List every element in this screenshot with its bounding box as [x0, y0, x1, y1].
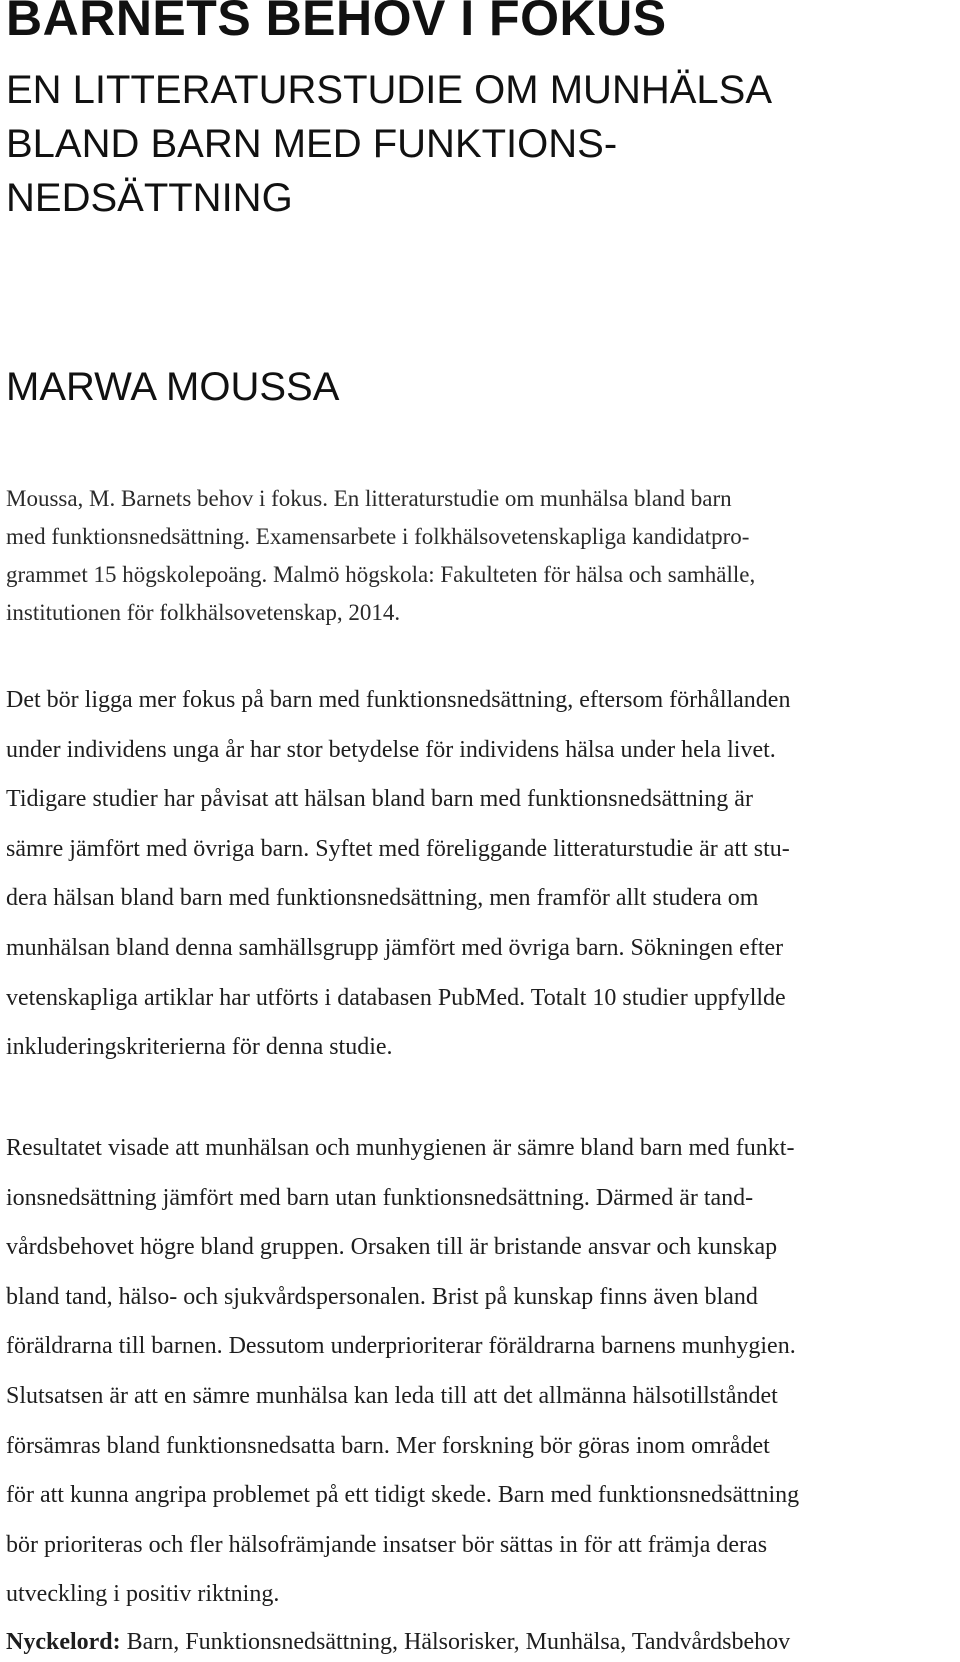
- keywords-list: Barn, Funktionsnedsättning, Hälsorisker, Munhälsa, Tandvårdsbehov: [120, 1629, 791, 1655]
- subtitle-line: NEDSÄTTNING: [6, 176, 293, 220]
- main-title: BARNETS BEHOV I FOKUS: [6, 0, 667, 46]
- keywords-label: Nyckelord:: [6, 1629, 121, 1655]
- subtitle-line: EN LITTERATURSTUDIE OM MUNHÄLSA: [6, 68, 772, 112]
- paragraph-line: sämre jämfört med övriga barn. Syftet med föreliggande litteraturstudie är att stu-: [6, 835, 790, 862]
- citation-line: institutionen för folkhälsovetenskap, 2014.: [6, 600, 401, 625]
- paragraph-line: Det bör ligga mer fokus på barn med funktionsnedsättning, eftersom förhållanden: [6, 687, 791, 713]
- paragraph-line: munhälsan bland denna samhällsgrupp jämfört med övriga barn. Sökningen efter: [6, 934, 784, 961]
- paragraph-line: ionsnedsättning jämfört med barn utan funktionsnedsättning. Därmed är tand-: [6, 1184, 754, 1211]
- subtitle: [6, 63, 772, 225]
- subtitle-line: BLAND BARN MED FUNKTIONS-: [6, 122, 618, 166]
- paragraph-line: inkluderingskriterierna för denna studie.: [6, 1034, 393, 1061]
- paragraph-line: vårdsbehovet högre bland gruppen. Orsaken till är bristande ansvar och kunskap: [6, 1234, 778, 1261]
- author-name: MARWA MOUSSA: [6, 365, 340, 409]
- paragraph-line: försämras bland funktionsnedsatta barn. Mer forskning bör göras inom området: [6, 1432, 770, 1459]
- paragraph-line: Resultatet visade att munhälsan och munhygienen är sämre bland barn med funkt-: [6, 1135, 795, 1161]
- citation-line: Moussa, M. Barnets behov i fokus. En litteraturstudie om munhälsa bland barn: [6, 486, 732, 511]
- paragraph-line: utveckling i positiv riktning.: [6, 1581, 280, 1608]
- keywords: [6, 1624, 790, 1660]
- citation-line: med funktionsnedsättning. Examensarbete i folkhälsovetenskapliga kandidatpro-: [6, 524, 750, 549]
- paragraph-line: bland tand, hälso- och sjukvårdspersonalen. Brist på kunskap finns även bland: [6, 1283, 758, 1310]
- abstract-paragraph-1: [6, 676, 951, 1073]
- paragraph-line: vetenskapliga artiklar har utförts i databasen PubMed. Totalt 10 studier uppfyllde: [6, 984, 786, 1011]
- paragraph-line: under individens unga år har stor betydelse för individens hälsa under hela livet.: [6, 736, 776, 763]
- abstract-paragraph-2: [6, 1124, 951, 1620]
- paragraph-line: Tidigare studier har påvisat att hälsan bland barn med funktionsnedsättning är: [6, 786, 753, 813]
- paragraph-line: Slutsatsen är att en sämre munhälsa kan leda till att det allmänna hälsotillståndet: [6, 1382, 778, 1409]
- citation: [6, 480, 946, 632]
- paragraph-line: föräldrarna till barnen. Dessutom underprioriterar föräldrarna barnens munhygien.: [6, 1333, 796, 1360]
- paragraph-line: för att kunna angripa problemet på ett tidigt skede. Barn med funktionsnedsättning: [6, 1482, 800, 1509]
- paragraph-line: dera hälsan bland barn med funktionsnedsättning, men framför allt studera om: [6, 885, 759, 912]
- citation-line: grammet 15 högskolepoäng. Malmö högskola: Fakulteten för hälsa och samhälle,: [6, 562, 756, 587]
- paragraph-line: bör prioriteras och fler hälsofrämjande insatser bör sättas in för att främja deras: [6, 1531, 768, 1558]
